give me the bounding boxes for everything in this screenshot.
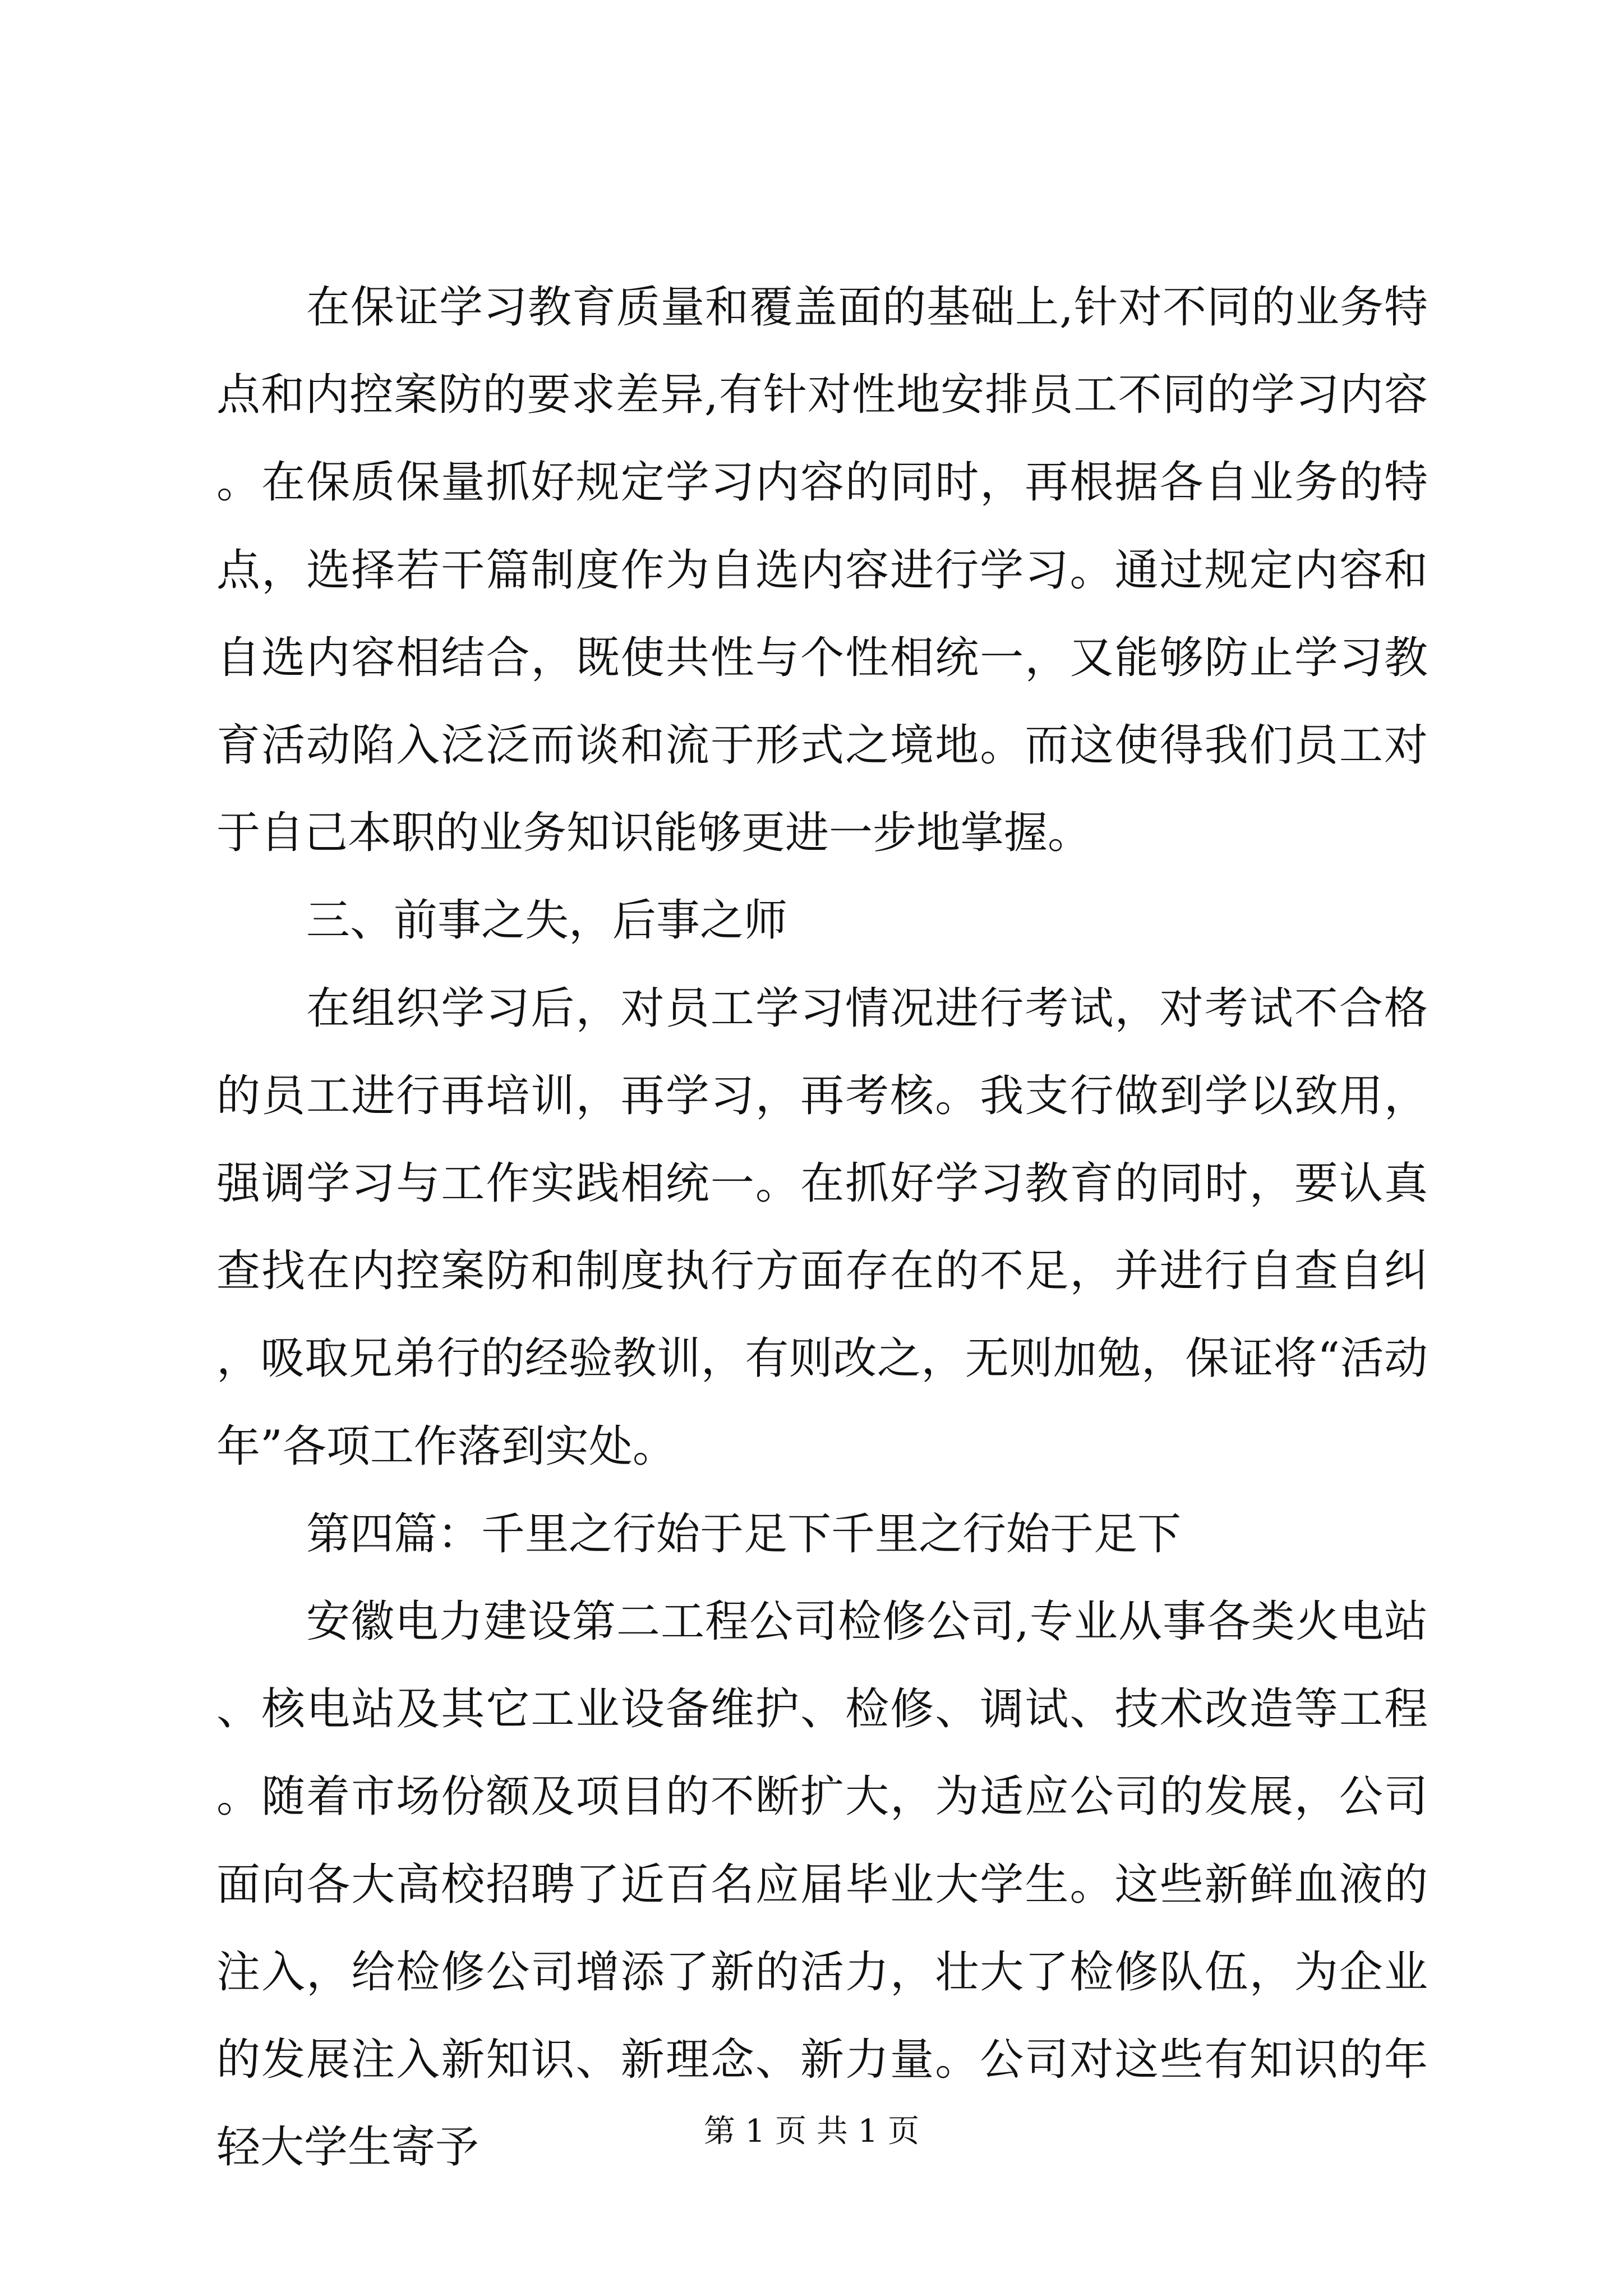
paragraph-exam-training: 在组织学习后，对员工学习情况进行考试，对考试不合格的员工进行再培训，再学习，再考核。我支行做到学以致用，强调学习与工作实践相统一。在抓好学习教育的同时，要认真查找在内控案防和制度执行方面存在的不足，并进行自查自纠，吸取兄弟行的经验教训，有则改之，无则加勉，保证将“活动年”各项工作落到实处。 (216, 983, 1428, 1472)
article-heading-four: 第四篇：千里之行始于足下千里之行始于足下 (306, 1508, 1182, 1559)
page-number-footer: 第 1 页 共 1 页 (703, 2113, 920, 2150)
paragraph-company-intro: 安徽电力建设第二工程公司检修公司,专业从事各类火电站、核电站及其它工业设备维护、检修、调试、技术改造等工程。随着市场份额及项目的不断扩大，为适应公司的发展，公司面向各大高校招聘了近百名应届毕业大学生。这些新鲜血液的注入，给检修公司增添了新的活力，壮大了检修队伍，为企业的发展注入新知识、新理念、新力量。公司对这些有知识的年轻大学生寄予 (216, 1596, 1428, 2173)
paragraph-study-content: 在保证学习教育质量和覆盖面的基础上,针对不同的业务特点和内控案防的要求差异,有针对性地安排员工不同的学习内容。在保质保量抓好规定学习内容的同时，再根据各自业务的特点，选择若干篇制度作为自选内容进行学习。通过规定内容和自选内容相结合，既使共性与个性相统一，又能够防止学习教育活动陷入泛泛而谈和流于形式之境地。而这使得我们员工对于自己本职的业务知识能够更进一步地掌握。 (216, 282, 1428, 859)
section-heading-three: 三、前事之失，后事之师 (306, 895, 788, 946)
document-body (216, 264, 1428, 2191)
